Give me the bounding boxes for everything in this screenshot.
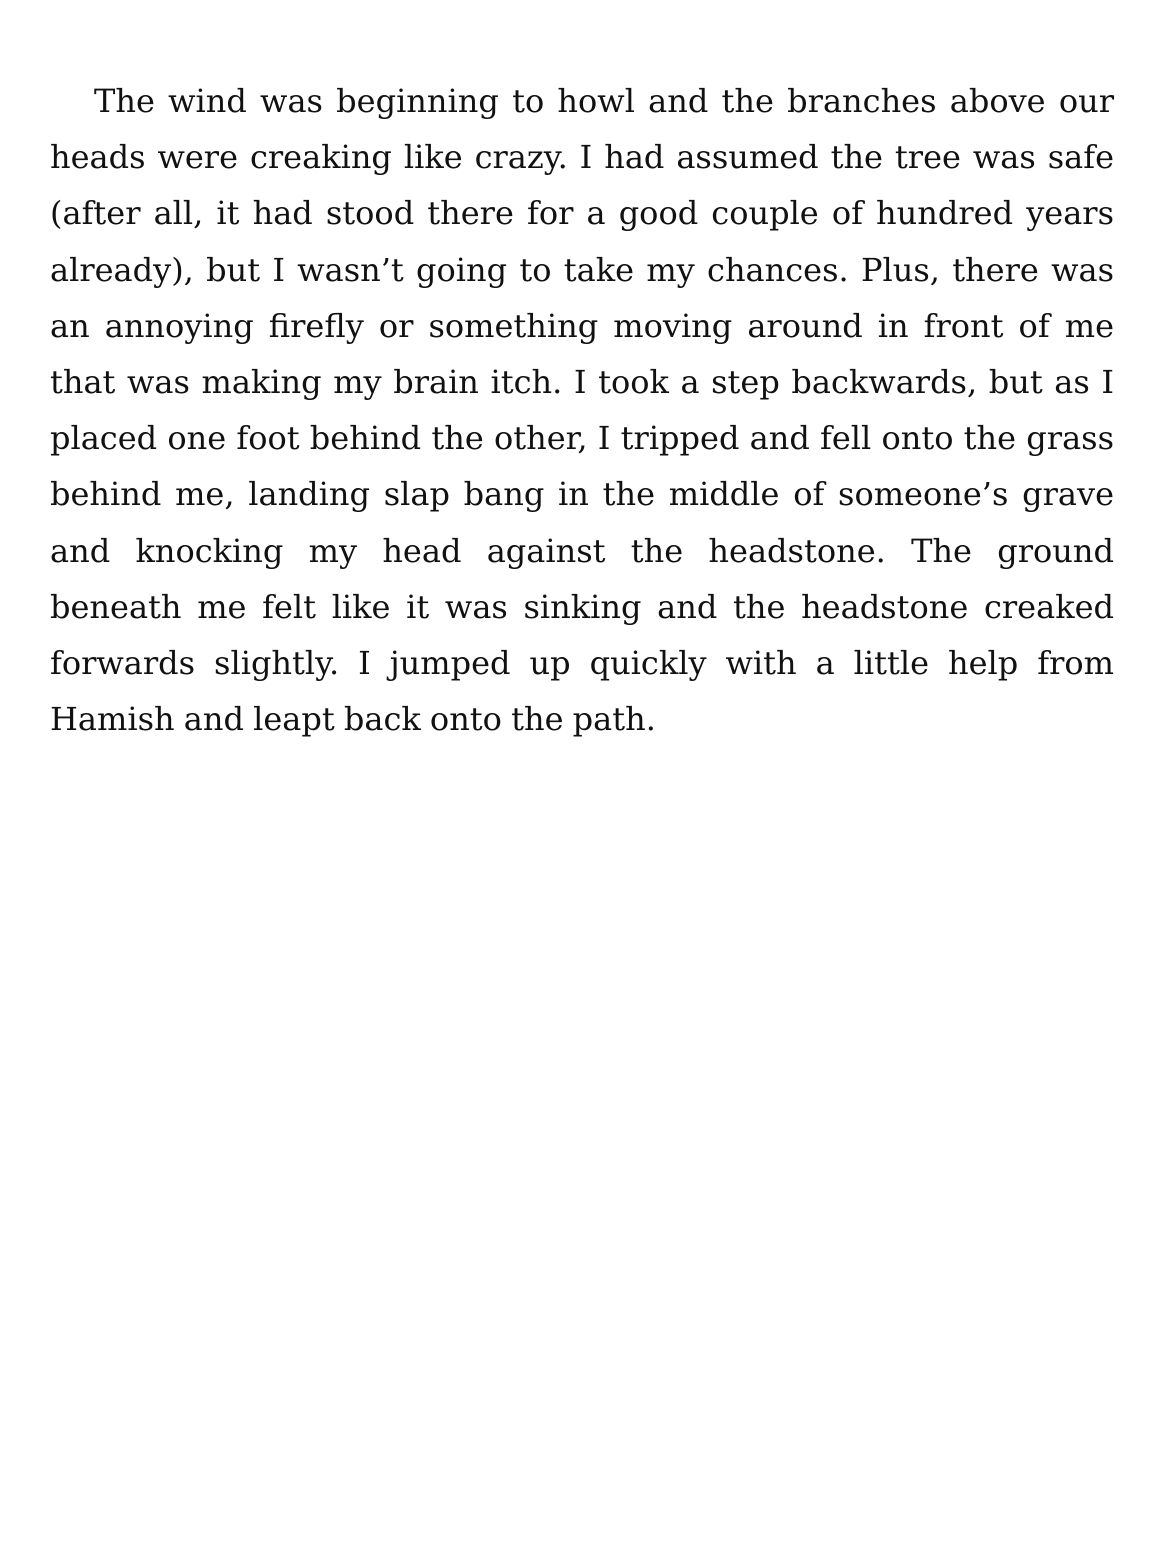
paragraph: The wind was beginning to howl and the branches above our heads were creaking like crazy. I had assumed the tree was safe (after all, it had stood there for a good couple of hundred years already), but I wasn’t going to take my chances. Plus, there was an annoying firefly or something moving around in front of me that was making my brain itch. I took a step backwards, but as I placed one foot behind the other, I tripped and fell onto the grass behind me, landing slap bang in the middle of someone’s grave and knocking my head against the headstone. The ground beneath me felt like it was sinking and the headstone creaked forwards slightly. I jumped up quickly with a little help from Hamish and leapt back onto the path. — [50, 82, 1114, 739]
body-text — [50, 73, 1114, 747]
